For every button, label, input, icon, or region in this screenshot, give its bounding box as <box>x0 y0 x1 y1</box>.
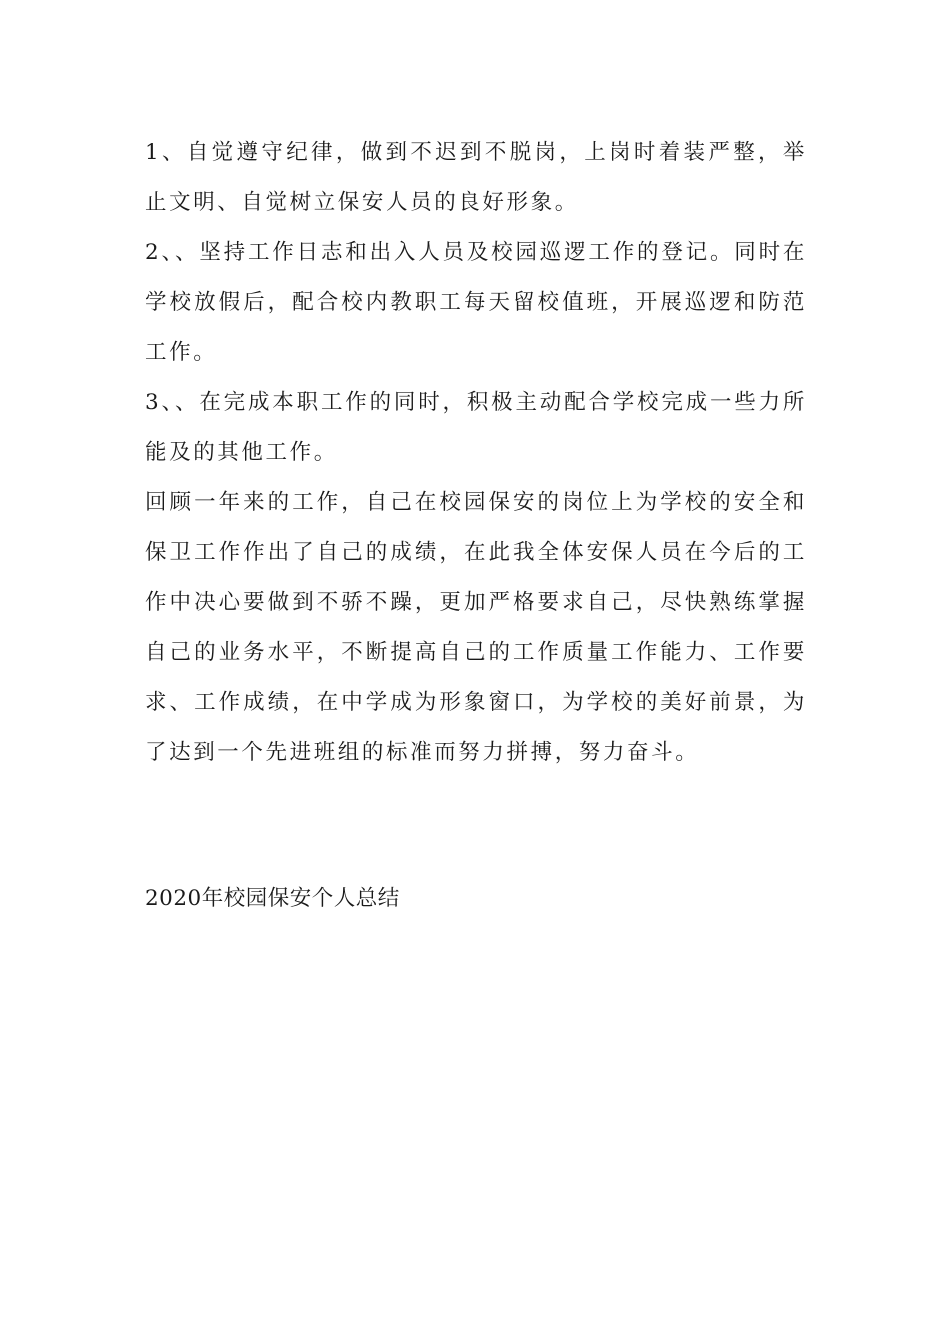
paragraph-rule-3: 3、、在完成本职工作的同时，积极主动配合学校完成一些力所能及的其他工作。 <box>145 390 807 465</box>
paragraph-review: 回顾一年来的工作，自己在校园保安的岗位上为学校的安全和保卫工作作出了自己的成绩，在此我全体安保人员在今后的工作中决心要做到不骄不躁，更加严格要求自己，尽快熟练掌握自己的业务水平，不断提高自己的工作质量工作能力、工作要求、工作成绩，在中学成为形象窗口，为学校的美好前景，为了达到一个先进班组的标准而努力拼搏，努力奋斗。 <box>145 490 807 765</box>
paragraph-rule-2: 2、、坚持工作日志和出入人员及校园巡逻工作的登记。同时在学校放假后，配合校内教职工每天留校值班，开展巡逻和防范工作。 <box>145 240 807 365</box>
next-section-title: 2020年校园保安个人总结 <box>145 886 400 911</box>
paragraph-rule-1: 1、自觉遵守纪律，做到不迟到不脱岗，上岗时着装严整，举止文明、自觉树立保安人员的良好形象。 <box>145 140 807 215</box>
document-body <box>145 128 807 778</box>
